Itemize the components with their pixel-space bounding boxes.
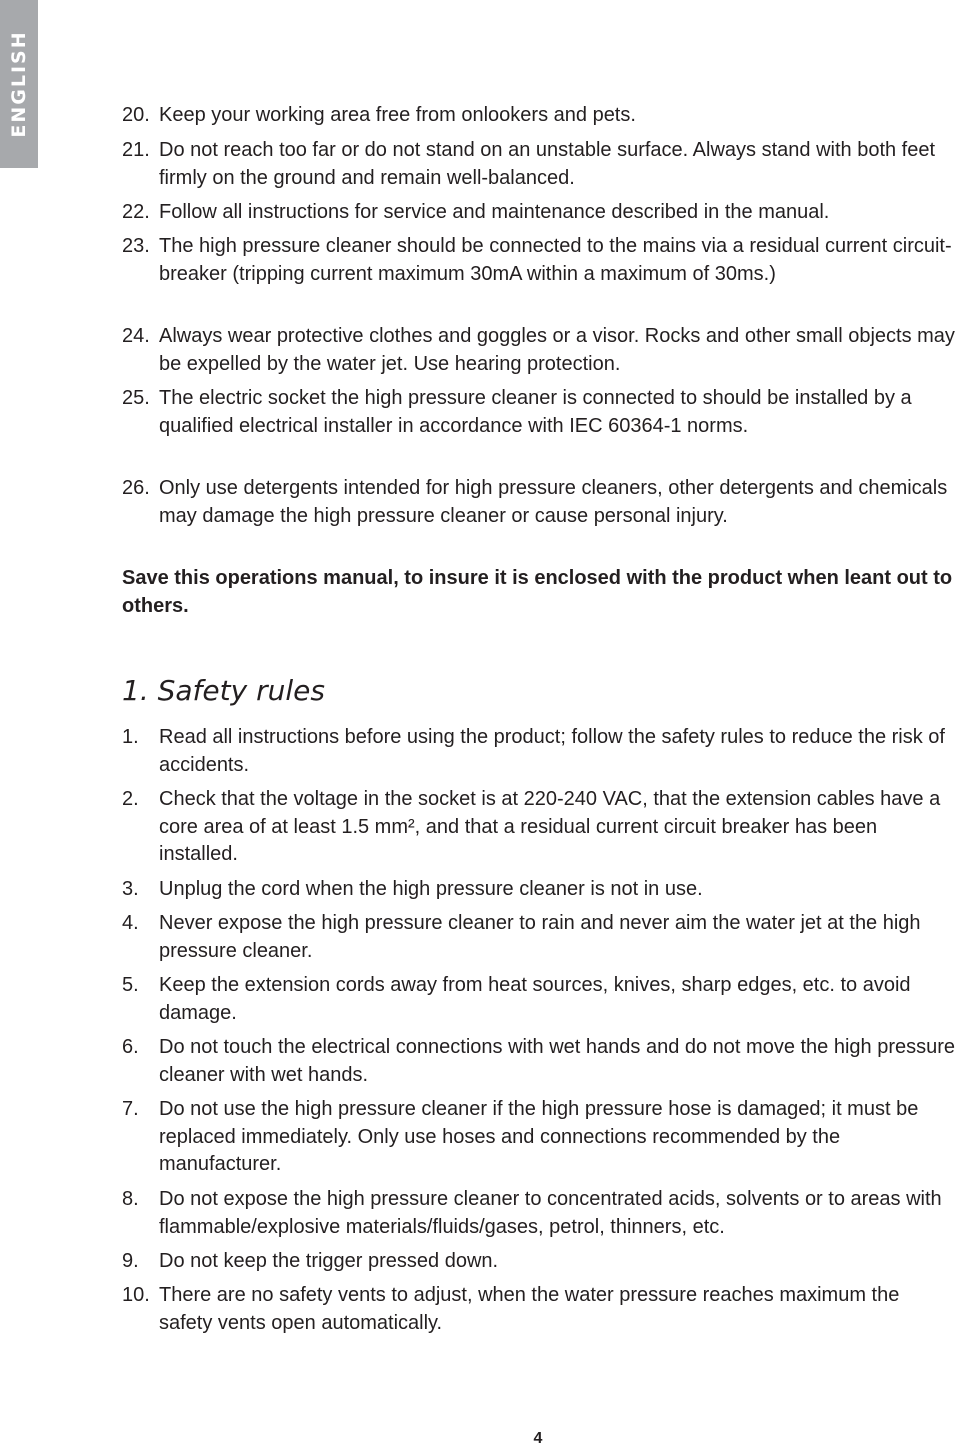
item-number: 2. — [122, 788, 139, 810]
item-text: The electric socket the high pressure cleaner is connected to should be installed by a qualified electrical installer in accordance with IEC 60364-1 norms. — [159, 387, 912, 437]
list-item — [122, 1096, 958, 1179]
list-item — [122, 724, 958, 779]
section-heading: 1. Safety rules — [122, 674, 325, 707]
item-text: Keep the extension cords away from heat sources, knives, sharp edges, etc. to avoid damage. — [159, 974, 911, 1024]
item-number: 5. — [122, 974, 139, 996]
item-number: 4. — [122, 912, 139, 934]
list-item — [122, 876, 958, 904]
item-text: Do not reach too far or do not stand on an unstable surface. Always stand with both feet firmly on the ground and remain well-balanced. — [159, 139, 936, 189]
item-number: 23. — [122, 235, 150, 257]
list-item — [122, 1034, 958, 1089]
list-item — [122, 137, 958, 192]
item-text: The high pressure cleaner should be connected to the mains via a residual current circuit-breaker (tripping current maximum 30mA within a maximum of 30ms.) — [159, 235, 952, 285]
language-tab — [0, 0, 38, 168]
item-number: 26. — [122, 477, 150, 499]
list-item — [122, 233, 958, 288]
list-item — [122, 1186, 958, 1241]
item-number: 9. — [122, 1250, 139, 1272]
item-number: 7. — [122, 1098, 139, 1120]
item-number: 21. — [122, 139, 150, 161]
item-number: 6. — [122, 1036, 139, 1058]
item-number: 20. — [122, 104, 150, 126]
item-number: 25. — [122, 387, 150, 409]
item-text: There are no safety vents to adjust, when the water pressure reaches maximum the safety vents open automatically. — [159, 1284, 900, 1334]
page-number: 4 — [533, 1430, 543, 1447]
item-text: Follow all instructions for service and maintenance described in the manual. — [159, 201, 830, 223]
item-number: 1. — [122, 726, 139, 748]
item-text: Do not expose the high pressure cleaner to concentrated acids, solvents or to areas with flammable/explosive materials/fluids/gases, petrol, thinners, etc. — [159, 1188, 942, 1238]
language-tab-label: ENGLISH — [8, 30, 30, 138]
item-number: 3. — [122, 878, 139, 900]
list-item — [122, 910, 958, 965]
item-text: Always wear protective clothes and goggles or a visor. Rocks and other small objects may be expelled by the water jet. Use hearing protection. — [159, 325, 955, 375]
item-number: 22. — [122, 201, 150, 223]
list-item — [122, 475, 958, 530]
item-text: Read all instructions before using the product; follow the safety rules to reduce the risk of accidents. — [159, 726, 945, 776]
item-number: 24. — [122, 325, 150, 347]
list-item — [122, 199, 958, 227]
list-item — [122, 1282, 958, 1337]
list-item — [122, 1248, 958, 1276]
item-text: Do not use the high pressure cleaner if the high pressure hose is damaged; it must be replaced immediately. Only use hoses and connections recommended by the manufacturer. — [159, 1098, 919, 1175]
item-text: Unplug the cord when the high pressure cleaner is not in use. — [159, 878, 703, 900]
list-item — [122, 385, 958, 440]
item-text: Keep your working area free from onlookers and pets. — [159, 104, 636, 126]
item-number: 8. — [122, 1188, 139, 1210]
item-text: Check that the voltage in the socket is at 220-240 VAC, that the extension cables have a core area of at least 1.5 mm², and that a residual current circuit breaker has been installed. — [159, 788, 941, 865]
item-number: 10. — [122, 1284, 150, 1306]
list-item — [122, 786, 958, 869]
item-text: Do not touch the electrical connections with wet hands and do not move the high pressure cleaner with wet hands. — [159, 1036, 956, 1086]
list-item — [122, 323, 958, 378]
save-manual-note: Save this operations manual, to insure it is enclosed with the product when leant out to others. — [122, 567, 953, 617]
item-text: Never expose the high pressure cleaner to rain and never aim the water jet at the high pressure cleaner. — [159, 912, 921, 962]
item-text: Do not keep the trigger pressed down. — [159, 1250, 499, 1272]
list-item — [122, 972, 958, 1027]
item-text: Only use detergents intended for high pressure cleaners, other detergents and chemicals may damage the high pressure cleaner or cause personal injury. — [159, 477, 948, 527]
list-item — [122, 102, 958, 130]
